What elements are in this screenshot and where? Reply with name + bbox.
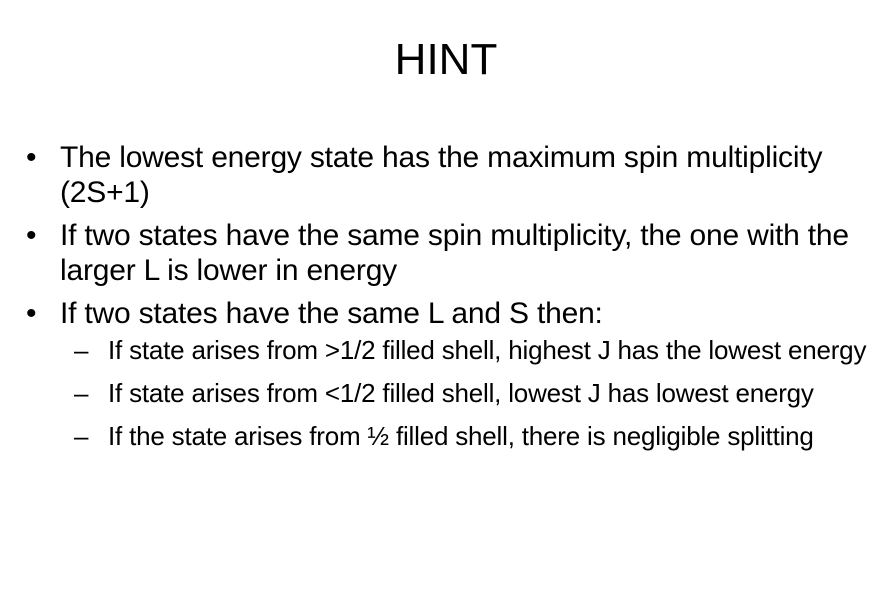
- sub-bullet-list: [60, 335, 874, 452]
- bullet-text: If two states have the same L and S then:: [60, 297, 603, 330]
- sub-item-more-than-half: [66, 335, 874, 366]
- bullet-text: If two states have the same spin multiplicity, the one with the larger L is lower in energy: [60, 219, 849, 287]
- bullet-item-larger-l: [24, 218, 874, 288]
- bullet-icon: •: [26, 141, 37, 174]
- dash-icon: –: [74, 335, 89, 365]
- bullet-list: [24, 140, 874, 464]
- slide-title: HINT: [394, 35, 498, 84]
- dash-icon: –: [74, 421, 89, 451]
- sub-item-text: If state arises from <1/2 filled shell, lowest J has lowest energy: [108, 378, 814, 408]
- bullet-item-max-spin: [24, 140, 874, 210]
- sub-item-text: If state arises from >1/2 filled shell, highest J has the lowest energy: [108, 335, 867, 365]
- bullet-icon: •: [26, 219, 37, 252]
- sub-item-less-than-half: [66, 378, 874, 409]
- bullet-icon: •: [26, 297, 37, 330]
- sub-item-text: If the state arises from ½ filled shell, there is negligible splitting: [108, 421, 814, 451]
- sub-item-half-filled: [66, 421, 874, 452]
- bullet-item-same-l-s: [24, 296, 874, 452]
- bullet-text: The lowest energy state has the maximum spin multiplicity (2S+1): [60, 141, 823, 209]
- dash-icon: –: [74, 378, 89, 408]
